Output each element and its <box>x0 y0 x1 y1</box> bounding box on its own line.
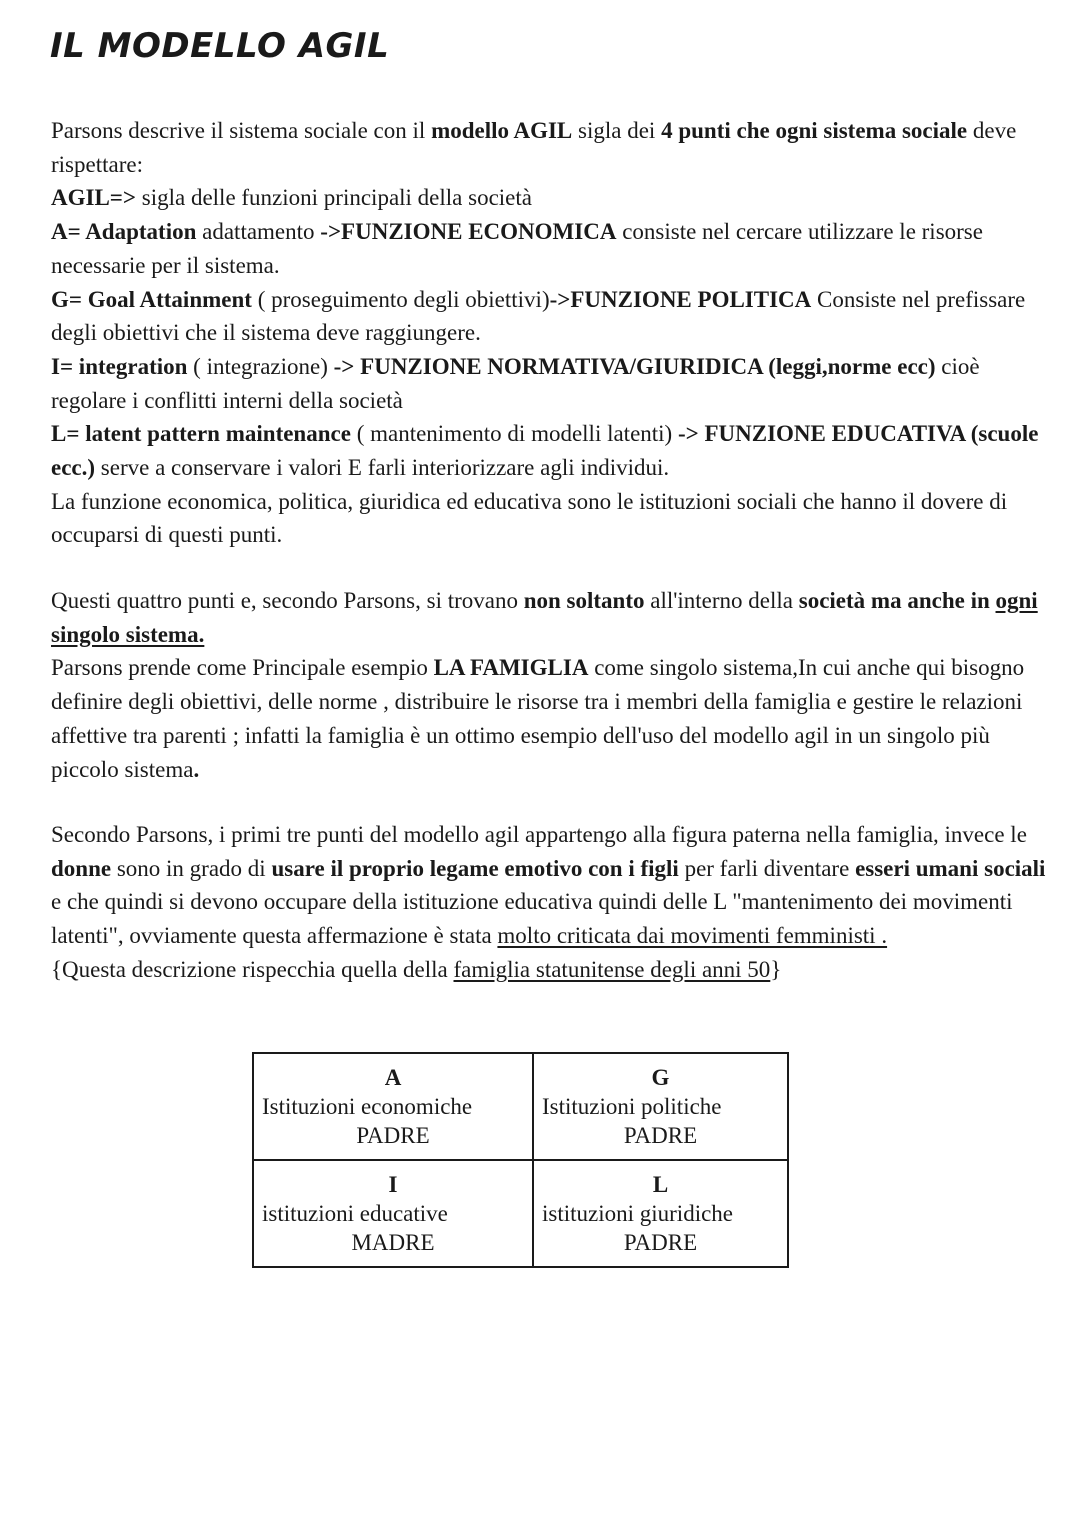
agil-cell-l <box>533 1160 788 1267</box>
text-run-underlined: molto criticata dai movimenti femministi . <box>497 923 888 949</box>
text-run: cioè regolare i conflitti interni della società <box>51 353 980 413</box>
text-run: ( proseguimento degli obiettivi) <box>251 286 550 312</box>
text-run-bold: LA FAMIGLIA <box>433 655 589 681</box>
cell-institution: istituzioni giuridiche <box>542 1201 733 1226</box>
text-run-bold: . <box>193 756 200 782</box>
cell-institution: istituzioni educative <box>262 1201 448 1226</box>
cell-letter: I <box>388 1172 398 1197</box>
cell-letter: L <box>652 1172 669 1197</box>
agil-cell-a <box>253 1053 533 1160</box>
text-run-bold: AGIL=> <box>51 185 137 211</box>
cell-institution: Istituzioni economiche <box>262 1094 473 1119</box>
text-run: come singolo sistema,In cui anche qui bisogno definire degli obiettivi, delle norme , distribuire le risorse tra i membri della famiglia e gestire le relazioni affettive tra parenti ; infatti la famiglia è un ottimo esempio dell'uso del modello agil in un singolo più piccolo sistema <box>51 655 1025 782</box>
text-run: La funzione economica, politica, giuridica ed educativa sono le istituzioni sociali che hanno il dovere di occuparsi di questi punti. <box>51 488 1008 548</box>
page-title: IL MODELLO AGIL <box>50 26 390 66</box>
text-run: ( mantenimento di modelli latenti) <box>350 421 678 447</box>
text-run: serve a conservare i valori E farli interiorizzare agli individui. <box>95 455 670 481</box>
text-run-bold: -> FUNZIONE EDUCATIVA (scuole ecc.) <box>51 421 1039 481</box>
text-run: Parsons descrive il sistema sociale con il <box>51 118 432 143</box>
text-run: per farli diventare <box>678 855 856 881</box>
text-run-bold: -> FUNZIONE NORMATIVA/GIURIDICA (leggi,norme ecc) <box>333 353 936 379</box>
cell-letter: G <box>651 1065 670 1090</box>
paragraph-agil-definition <box>51 114 1051 552</box>
paragraph-family-roles <box>51 818 1051 987</box>
text-run: sigla dei <box>572 118 662 143</box>
text-run-bold-underlined: ogni singolo sistema. <box>51 588 1038 647</box>
text-run-bold: ->FUNZIONE POLITICA <box>549 286 812 312</box>
text-run-bold: ->FUNZIONE ECONOMICA <box>320 219 617 245</box>
table-row <box>253 1053 788 1160</box>
agil-i-label: I= integration <box>51 353 188 379</box>
text-run-bold: modello AGIL <box>431 118 573 143</box>
table-row <box>253 1160 788 1267</box>
text-run: sigla delle funzioni principali della società <box>136 185 532 211</box>
text-run-bold: 4 punti che ogni sistema sociale <box>661 118 968 143</box>
cell-role: PADRE <box>356 1123 430 1148</box>
text-run: {Questa descrizione rispecchia quella della <box>51 956 454 982</box>
text-run: sono in grado di <box>111 855 272 881</box>
agil-l-label: L= latent pattern maintenance <box>51 421 351 447</box>
paragraph-single-system <box>51 584 1051 786</box>
agil-cell-g <box>533 1053 788 1160</box>
text-run-bold: donne <box>51 855 112 881</box>
text-run-bold: esseri umani sociali <box>855 855 1046 881</box>
text-run: e che quindi si devono occupare della istituzione educativa quindi delle L "mantenimento dei movimenti latenti", ovviamente questa affermazione è stata <box>51 889 1013 949</box>
cell-role: PADRE <box>623 1230 698 1255</box>
agil-cell-i <box>253 1160 533 1267</box>
text-run-bold: società ma anche in <box>798 588 996 613</box>
text-run-bold: non soltanto <box>523 588 645 613</box>
text-run: deve rispettare: <box>51 118 1017 177</box>
text-run: } <box>770 956 782 982</box>
agil-table <box>252 1052 789 1268</box>
text-run-bold: usare il proprio legame emotivo con i figli <box>271 855 679 881</box>
agil-a-label: A= Adaptation <box>51 219 197 245</box>
text-run: Parsons prende come Principale esempio <box>51 655 434 681</box>
text-run-underlined: famiglia statunitense degli anni 50 <box>453 956 771 982</box>
text-run: all'interno della <box>644 588 799 613</box>
cell-letter: A <box>384 1065 402 1090</box>
cell-role: PADRE <box>623 1123 698 1148</box>
text-run: adattamento <box>196 219 321 245</box>
text-run: ( integrazione) <box>187 353 334 379</box>
agil-g-label: G= Goal Attainment <box>51 286 252 312</box>
text-run: consiste nel cercare utilizzare le risorse necessarie per il sistema. <box>51 219 983 278</box>
text-run: Secondo Parsons, i primi tre punti del modello agil appartengo alla figura paterna nella famiglia, invece le <box>51 822 1027 847</box>
cell-institution: Istituzioni politiche <box>542 1094 722 1119</box>
cell-role: MADRE <box>351 1230 435 1255</box>
text-run: Questi quattro punti e, secondo Parsons, si trovano <box>51 588 524 613</box>
text-run: Consiste nel prefissare degli obiettivi che il sistema deve raggiungere. <box>51 286 1026 346</box>
